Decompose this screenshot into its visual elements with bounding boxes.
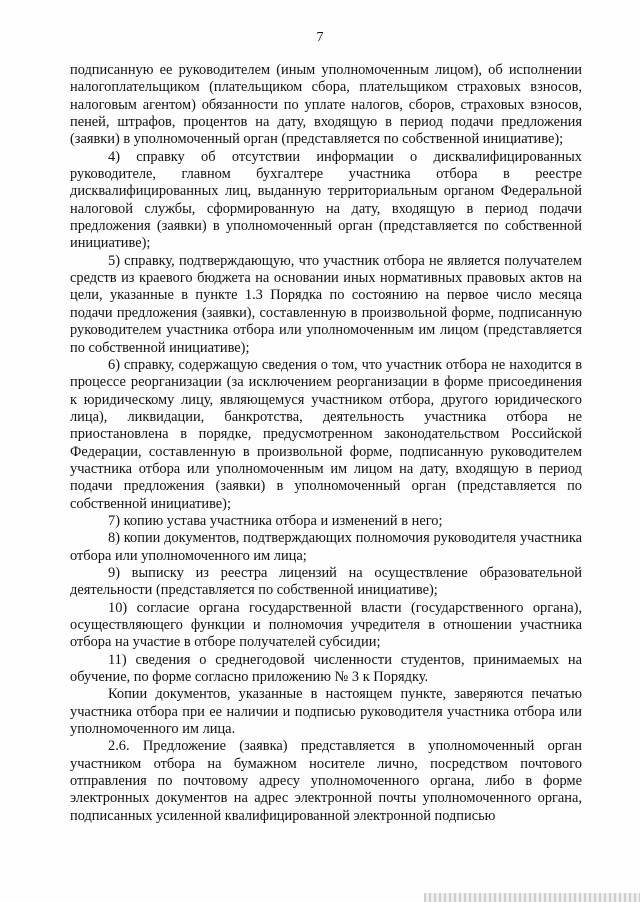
paragraph-section-2-6: 2.6. Предложение (заявка) представляется в уполномоченный орган участником отбора на бумажном носителе лично, посредством почтового отправления по почтовому адресу уполномоченного органа, либо в форме электронных документов на адрес электронной почты уполномоченного органа, подписанных усиленной квалифицированной электронной подписью — [70, 738, 582, 824]
paragraph-continuation: подписанную ее руководителем (иным уполномоченным лицом), об исполнении налогоплательщиком (плательщиком сбора, плательщиком страховых взносов, налоговым агентом) обязанности по уплате налогов, сборов, страховых взносов, пеней, штрафов, процентов на дату, входящую в период подачи предложения (заявки) в уполномоченный орган (представляется по собственной инициативе); — [70, 62, 582, 148]
paragraph-item-7: 7) копию устава участника отбора и изменений в него; — [108, 512, 443, 529]
paragraph-copies-note: Копии документов, указанные в настоящем пункте, заверяются печатью участника отбора при ее наличии и подписью руководителя участника отбора или уполномоченного им лица. — [70, 686, 582, 738]
page-number: 7 — [316, 30, 324, 45]
paragraph-item-11: 11) сведения о среднегодовой численности студентов, принимаемых на обучение, по форме согласно приложению № 3 к Порядку. — [70, 651, 582, 686]
paragraph-item-9: 9) выписку из реестра лицензий на осуществление образовательной деятельности (представляется по собственной инициативе); — [70, 564, 582, 599]
document-body — [70, 62, 582, 825]
scan-edge-artifact — [424, 893, 640, 902]
paragraph-item-5: 5) справку, подтверждающую, что участник отбора не является получателем средств из краевого бюджета на основании иных нормативных правовых актов на цели, указанные в пункте 1.3 Порядка по состоянию на первое число месяца подачи предложения (заявки), составленную в произвольной форме, подписанную руководителем участника отбора или уполномоченным им лицом (представляется по собственной инициативе); — [70, 252, 582, 356]
paragraph-item-10: 10) согласие органа государственной власти (государственного органа), осуществляющего функции и полномочия учредителя в отношении участника отбора на участие в отборе получателей субсидии; — [70, 599, 582, 651]
paragraph-item-4: 4) справку об отсутствии информации о дисквалифицированных руководителе, главном бухгалтере участника отбора в реестре дисквалифицированных лиц, выданную территориальным органом Федеральной налоговой службы, сформированную на дату, входящую в период подачи предложения (заявки) в уполномоченный орган (представляется по собственной инициативе); — [70, 148, 582, 252]
paragraph-item-8: 8) копии документов, подтверждающих полномочия руководителя участника отбора или уполномоченного им лица; — [70, 530, 582, 564]
paragraph-item-6: 6) справку, содержащую сведения о том, что участник отбора не находится в процессе реорганизации (за исключением реорганизации в форме присоединения к юридическому лицу, являющемуся участником отбора, другого юридического лица), ликвидации, банкротства, деятельность участника отбора не приостановлена в порядке, предусмотренном законодательством Российской Федерации, составленную в произвольной форме, подписанную руководителем участника отбора или уполномоченным им лицом на дату, входящую в период подачи предложения (заявки) в уполномоченный орган (представляется по собственной инициативе); — [70, 356, 582, 512]
